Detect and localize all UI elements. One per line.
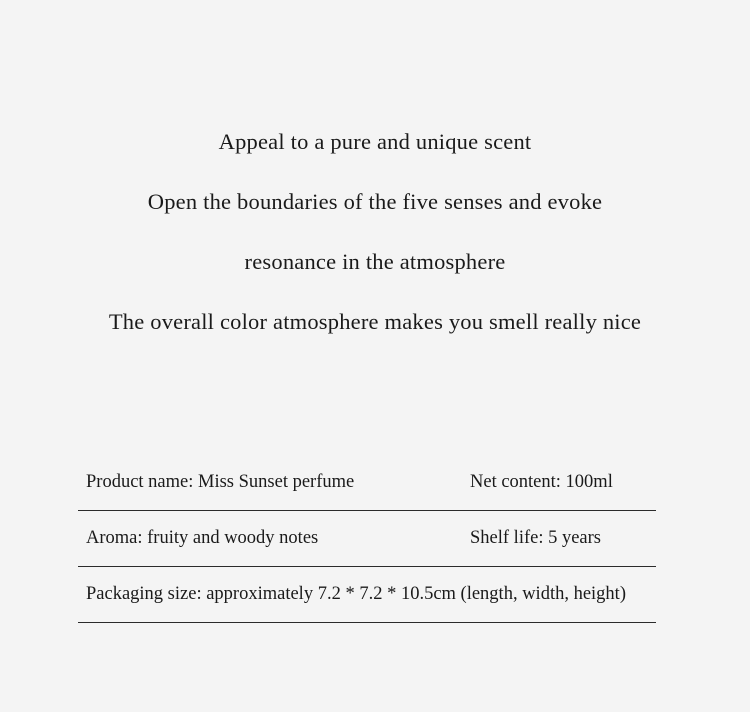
spec-product-name: Product name: Miss Sunset perfume: [86, 472, 355, 492]
tagline-line-1: Appeal to a pure and unique scent: [218, 129, 532, 154]
spec-row: [78, 567, 656, 623]
tagline-line-4: The overall color atmosphere makes you smell really nice: [108, 309, 642, 334]
spec-row: [78, 511, 656, 567]
spec-aroma: Aroma: fruity and woody notes: [86, 528, 319, 548]
spec-packaging-size: Packaging size: approximately 7.2 * 7.2 * 10.5cm (length, width, height): [86, 584, 626, 604]
spec-row: [78, 455, 656, 511]
specification-table: [78, 455, 656, 623]
tagline-line-2: Open the boundaries of the five senses and evoke: [147, 189, 603, 214]
tagline-line-3: resonance in the atmosphere: [244, 249, 506, 274]
tagline-block: [0, 112, 750, 352]
spec-shelf-life: Shelf life: 5 years: [470, 528, 601, 548]
spec-net-content: Net content: 100ml: [470, 472, 613, 492]
